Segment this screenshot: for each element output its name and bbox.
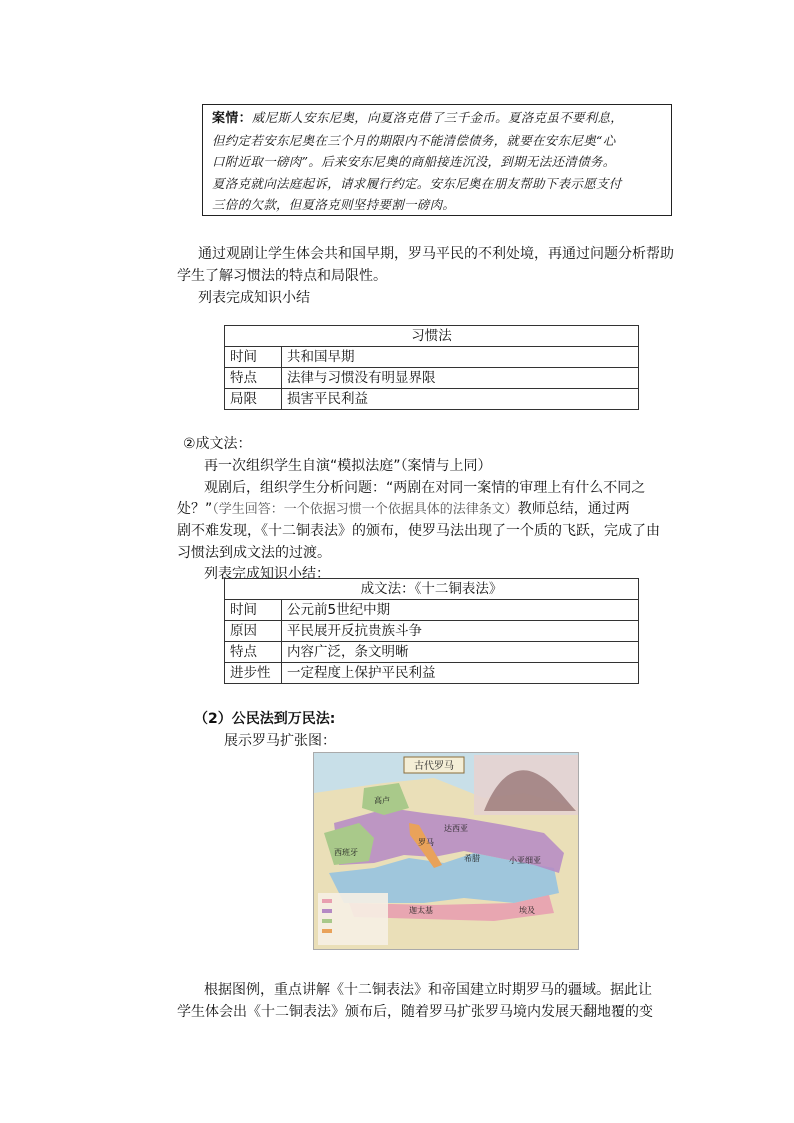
para-end-line2: 学生体会出《十二铜表法》颁布后，随着罗马扩张罗马境内发展天翻地覆的变 xyxy=(177,1004,653,1020)
map-graphic xyxy=(314,753,579,950)
map-label: 高卢 xyxy=(374,796,390,805)
section3-heading: （2）公民法到万民法: xyxy=(194,711,336,727)
map-label: 罗马 xyxy=(418,838,434,847)
case-line-1: 案情：威尼斯人安东尼奥，向夏洛克借了三千金币。夏洛克虽不要利息， xyxy=(212,110,624,126)
case-line-3: 口附近取一磅肉”。后来安东尼奥的商船接连沉没，到期无法还清债务。 xyxy=(212,154,616,169)
case-box xyxy=(202,104,672,216)
para-end-line1: 根据图例，重点讲解《十二铜表法》和帝国建立时期罗马的疆域。据此让 xyxy=(204,982,652,998)
table-row xyxy=(225,326,639,347)
student-answer: （学生回答：一个依据习惯一个依据具体的法律条文） xyxy=(212,502,518,517)
customary-law-table xyxy=(224,325,639,410)
section3-line1: 展示罗马扩张图： xyxy=(224,733,336,749)
section2-line6: 列表完成知识小结： xyxy=(204,566,330,582)
case-line-5: 三倍的欠款，但夏洛克则坚持要割一磅肉。 xyxy=(212,197,456,212)
case-label: 案情： xyxy=(212,111,252,126)
map-label: 小亚细亚 xyxy=(509,856,541,865)
written-law-table xyxy=(224,578,639,684)
table-row: 局限 损害平民利益 xyxy=(225,389,639,410)
section2-line3: 处？”（学生回答：一个依据习惯一个依据具体的法律条文）教师总结，通过两 xyxy=(177,501,630,517)
roman-expansion-map xyxy=(313,752,579,950)
table-row xyxy=(225,579,639,600)
table-row: 进步性 一定程度上保护平民利益 xyxy=(225,663,639,684)
case-line-4: 夏洛克就向法庭起诉，请求履行约定。安东尼奥在朋友帮助下表示愿支付 xyxy=(212,175,622,191)
map-label: 埃及 xyxy=(519,906,535,915)
map-title: 古代罗马 xyxy=(414,761,454,772)
para1-line1: 通过观剧让学生体会共和国早期，罗马平民的不利处境，再通过问题分析帮助 xyxy=(198,246,674,262)
table-row: 特点 内容广泛，条文明晰 xyxy=(225,642,639,663)
para1-line3: 列表完成知识小结 xyxy=(198,290,310,306)
table-title: 习惯法 xyxy=(225,326,639,347)
table-row: 原因 平民展开反抗贵族斗争 xyxy=(225,621,639,642)
map-label: 迦太基 xyxy=(409,906,433,915)
table-row: 时间 共和国早期 xyxy=(225,347,639,368)
map-label: 西班牙 xyxy=(334,848,358,857)
map-label: 达西亚 xyxy=(444,824,468,833)
section2-line1: 再一次组织学生自演“模拟法庭”（案情与上同） xyxy=(204,458,492,474)
section2-line4: 剧不难发现，《十二铜表法》的颁布，使罗马法出现了一个质的飞跃，完成了由 xyxy=(177,523,660,539)
section2-heading: ②成文法： xyxy=(183,436,252,452)
case-line-2: 但约定若安东尼奥在三个月的期限内不能清偿债务，就要在安东尼奥“心 xyxy=(212,132,616,148)
section2-line2: 观剧后，组织学生分析问题：“两剧在对同一案情的审理上有什么不同之 xyxy=(204,480,646,496)
table-row: 特点 法律与习惯没有明显界限 xyxy=(225,368,639,389)
map-label: 希腊 xyxy=(464,854,480,863)
table-row: 时间 公元前5世纪中期 xyxy=(225,600,639,621)
para1-line2: 学生了解习惯法的特点和局限性。 xyxy=(177,268,387,284)
table-title: 成文法：《十二铜表法》 xyxy=(225,579,639,600)
section2-line5: 习惯法到成文法的过渡。 xyxy=(177,545,331,561)
